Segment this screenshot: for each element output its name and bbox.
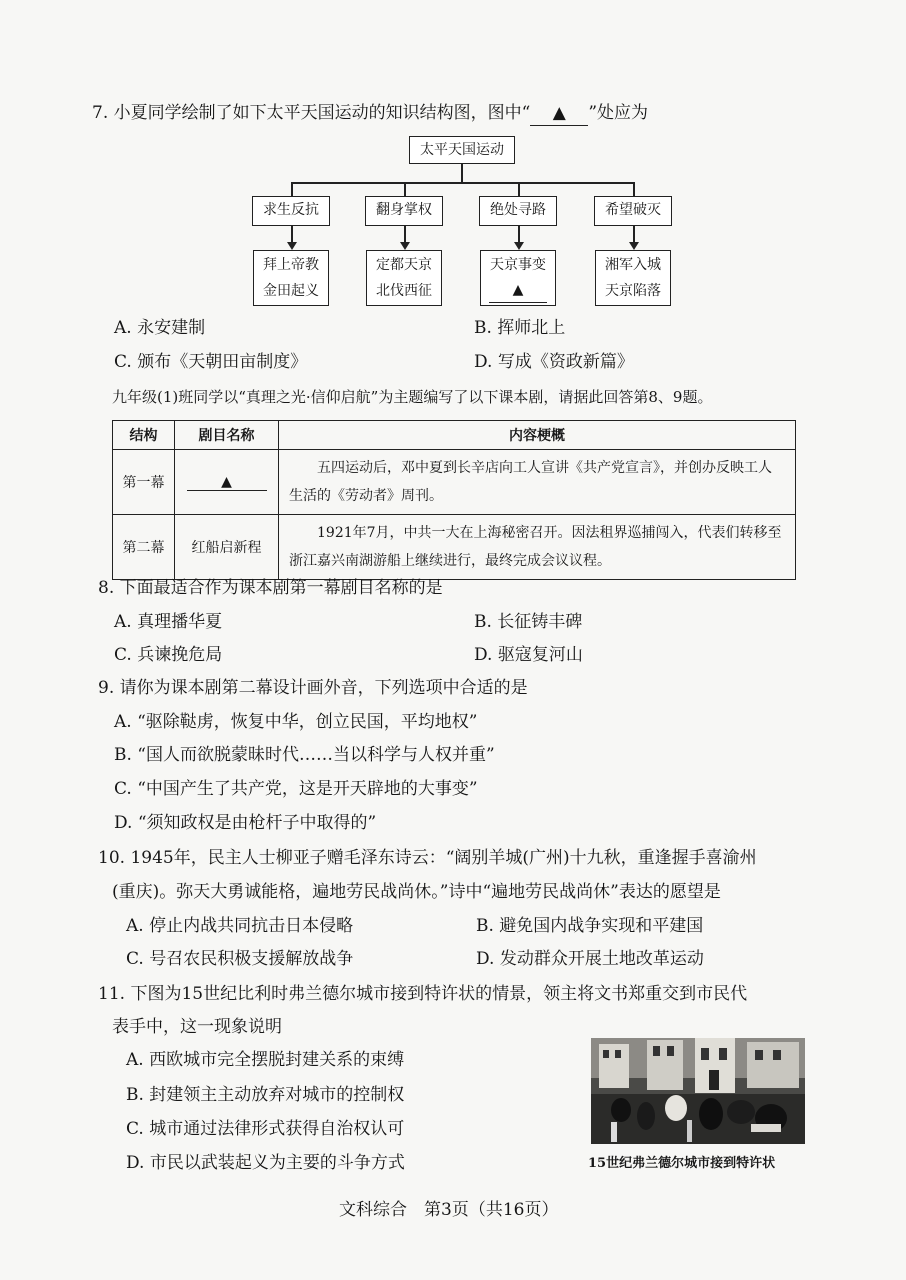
q10-option-a: A. 停止内战共同抗击日本侵略: [126, 916, 354, 936]
diagram-root: 太平天国运动: [409, 136, 515, 164]
q11-option-a: A. 西欧城市完全摆脱封建关系的束缚: [126, 1050, 405, 1070]
table-header: 内容梗概: [279, 421, 796, 450]
q9-stem: 9. 请你为课本剧第二幕设计画外音，下列选项中合适的是: [98, 678, 528, 698]
q7-option-c: C. 颁布《天朝田亩制度》: [114, 352, 308, 372]
q9-option-a: A. “驱除鞑虏，恢复中华，创立民国，平均地权”: [114, 712, 478, 732]
content-cell: 五四运动后，邓中夏到长辛店向工人宣讲《共产党宣言》，并创办反映工人生活的《劳动者》周刊。: [279, 450, 796, 515]
content-cell: 1921年7月，中共一大在上海秘密召开。因法租界巡捕闯入，代表们转移至浙江嘉兴南湖游船上继续进行，最终完成会议议程。: [279, 515, 796, 580]
q11-option-b: B. 封建领主主动放弃对城市的控制权: [126, 1085, 405, 1105]
q9-option-b: B. “国人而欲脱蒙昧时代……当以科学与人权并重”: [114, 745, 495, 765]
q11-option-d: D. 市民以武装起义为主要的斗争方式: [126, 1153, 405, 1173]
drama-table: [112, 420, 796, 580]
q10-option-d: D. 发动群众开展土地改革运动: [476, 949, 704, 969]
table-row: [113, 450, 796, 515]
q7-blank: ▲: [530, 101, 588, 126]
diagram-detail-4: 湘军入城 天京陷落: [595, 250, 671, 306]
diagram-detail-2: 定都天京 北伐西征: [366, 250, 442, 306]
diagram-stage-4: 希望破灭: [594, 196, 672, 226]
q10-stem-line2: (重庆)。弥天大勇诚能格，遍地劳民战尚休。”诗中“遍地劳民战尚休”表达的愿望是: [112, 882, 721, 902]
act-cell: 第二幕: [113, 515, 175, 580]
q8-option-b: B. 长征铸丰碑: [474, 612, 583, 632]
q10-option-b: B. 避免国内战争实现和平建国: [476, 916, 704, 936]
q10-stem-line1: 10. 1945年，民主人士柳亚子赠毛泽东诗云：“阔别羊城(广州)十九秋，重逢握手喜渝州: [98, 848, 757, 868]
q7-option-b: B. 挥师北上: [474, 318, 566, 338]
q11-stem-line1: 11. 下图为15世纪比利时弗兰德尔城市接到特许状的情景，领主将文书郑重交到市民代: [98, 984, 748, 1004]
diagram-stage-1: 求生反抗: [252, 196, 330, 226]
intro-8-9: 九年级(1)班同学以“真理之光·信仰启航”为主题编写了以下课本剧，请据此回答第8、9题。: [112, 388, 713, 406]
table-header: 剧目名称: [175, 421, 279, 450]
page-footer: 文科综合 第3页（共16页）: [339, 1200, 559, 1220]
q8-option-d: D. 驱寇复河山: [474, 645, 583, 665]
diagram-stage-3: 绝处寻路: [479, 196, 557, 226]
illustration-caption: 15世纪弗兰德尔城市接到特许状: [588, 1156, 776, 1171]
table-header-row: [113, 421, 796, 450]
q11-stem-line2: 表手中，这一现象说明: [112, 1017, 282, 1037]
q7-stem: 7. 小夏同学绘制了如下太平天国运动的知识结构图，图中“ ▲ ”处应为: [92, 101, 648, 126]
q8-option-a: A. 真理播华夏: [114, 612, 223, 632]
q10-option-c: C. 号召农民积极支援解放战争: [126, 949, 354, 969]
q8-option-c: C. 兵谏挽危局: [114, 645, 223, 665]
q9-option-c: C. “中国产生了共产党，这是开天辟地的大事变”: [114, 779, 478, 799]
q7-option-a: A. 永安建制: [114, 318, 206, 338]
title-cell: 红船启新程: [175, 515, 279, 580]
charter-illustration: [591, 1038, 805, 1144]
diagram-detail-3: 天京事变 ▲: [480, 250, 556, 306]
q9-option-d: D. “须知政权是由枪杆子中取得的”: [114, 813, 377, 833]
table-header: 结构: [113, 421, 175, 450]
table-row: [113, 515, 796, 580]
q7-option-d: D. 写成《资政新篇》: [474, 352, 634, 372]
diagram-stage-2: 翻身掌权: [365, 196, 443, 226]
q11-option-c: C. 城市通过法律形式获得自治权认可: [126, 1119, 405, 1139]
act-cell: 第一幕: [113, 450, 175, 515]
title-cell: ▲: [175, 450, 279, 515]
diagram-detail-1: 拜上帝教 金田起义: [253, 250, 329, 306]
q8-stem: 8. 下面最适合作为课本剧第一幕剧目名称的是: [98, 578, 443, 598]
